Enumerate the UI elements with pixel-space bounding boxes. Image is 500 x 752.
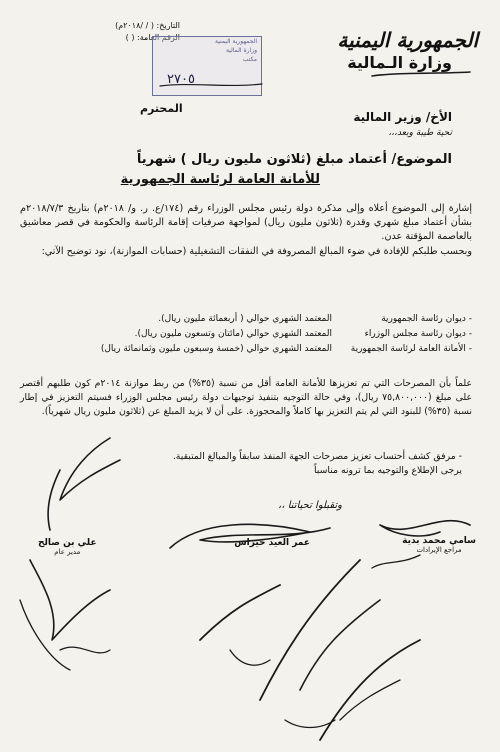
republic-name: الجمهورية اليمنية xyxy=(337,28,478,52)
item-name: - ديوان رئاسة مجلس الوزراء xyxy=(364,329,472,339)
paragraph: وبحسب طلبكم للإفادة في ضوء المبالغ المصروفة في النفقات التشغيلية (حسابات الموازنة)، نود توضيح الآتي: xyxy=(41,245,472,257)
handwriting-stroke xyxy=(285,720,335,728)
signature-block xyxy=(234,538,310,548)
handwriting-stroke xyxy=(60,647,110,653)
respect-label: المحترم xyxy=(140,102,183,115)
item-name: - الأمانة العامة لرئاسة الجمهورية xyxy=(350,344,472,354)
handwriting-stroke xyxy=(340,680,400,720)
signatory-name: عمر العيد حيراس xyxy=(234,538,310,548)
handwriting-stroke xyxy=(48,470,60,530)
attachment-line: - مرفق كشف أحتساب تعزيز مصرحات الجهة المنفذ سابقاً والمبالغ المتبقية. xyxy=(172,451,462,462)
subject-line: الموضوع/ أعتماد مبلغ (ثلاثون مليون ريال ) شهرياً xyxy=(136,152,452,167)
item-value: المعتمد الشهري حوالي (خمسة وسبعون مليون وثمانمائة ريال) xyxy=(100,344,332,354)
signatory-name: سامي محمد بدية xyxy=(402,536,476,546)
signatory-name: علي بن صالح xyxy=(38,538,97,548)
signature-stroke xyxy=(380,521,470,536)
letter-body-2 xyxy=(20,377,472,420)
subject-line-2: للأمانة العامة لرئاسة الجمهورية xyxy=(120,172,320,187)
signature-block xyxy=(38,538,97,556)
letterhead xyxy=(337,28,478,74)
stamp-line: مكتب xyxy=(242,56,257,63)
ministry-name: وزارة الـمالية xyxy=(347,53,452,72)
letter-body xyxy=(20,202,472,259)
paragraph: علماً بأن المصرحات التي تم تعزيزها للأمانة العامة أقل من نسبة (٣٥%) من ربط موازنة ٢٠١٤م كون طلبهم أقتصر على مبلغ (٧٥,٨٠٠,٠٠٠ ريال)، وفي حالة التوجيه بتنفيذ توجيهات دولة رئيس مجلس الوزراء فسيتم التعزيز في إطار نسبة (٣٥%) للبنود التي لم يتم التعزيز بها كاملاً والمحجوزة. على أن لا يزيد المبلغ عن (ثلاثون مليون ريال شهرياً). xyxy=(20,378,472,418)
item-name: - ديوان رئاسة الجمهورية xyxy=(381,314,472,324)
signature-block xyxy=(402,536,476,554)
allocation-list xyxy=(20,312,472,357)
signatory-title: مدير عام xyxy=(54,548,81,556)
handwriting-stroke xyxy=(300,600,380,690)
signature-stroke xyxy=(372,555,420,568)
stamp-line: الجمهورية اليمنية xyxy=(214,38,257,45)
stamp-number: ٢٧٠٥ xyxy=(167,72,195,87)
signatory-title: مراجع الإيرادات xyxy=(416,546,462,554)
paragraph: إشارة إلى الموضوع أعلاه وإلى مذكرة دولة رئيس مجلس الوزراء رقم (١٧٤/ع. ر. و/ ٢٠١٨م) بتاريخ ٢٠١٨/٧/٣م بشأن أعتماد مبلغ شهري وقدرة (ثلاثون مليون ريال) لمواجهة صرفيات إقامة الرئاسة والحكومة في قصر معاشيق بالعاصمة المؤقتة عدن. xyxy=(20,203,472,243)
closing: وتقبلوا تحياتنا ،، xyxy=(278,500,342,511)
date-field: التاريخ: ( / /٢٠١٨م) xyxy=(115,21,180,30)
incoming-stamp xyxy=(152,36,262,96)
handwriting-stroke xyxy=(20,600,70,670)
item-value: المعتمد الشهري حوالي (مائتان وتسعون مليون ريال). xyxy=(134,329,332,339)
addressee: الأخ/ وزير المالية xyxy=(353,110,452,124)
item-value: المعتمد الشهري حوالي ( أربعمائة مليون ريال). xyxy=(158,314,332,324)
handwriting-stroke xyxy=(200,585,280,640)
request-line: يرجى الإطلاع والتوجيه بما ترونه مناسباً xyxy=(313,465,462,476)
stamp-line: وزارة المالية xyxy=(225,47,257,54)
list-item xyxy=(20,312,472,327)
handwriting-stroke xyxy=(230,650,270,665)
greeting: تحية طيبة وبعد،،، xyxy=(388,128,452,138)
handwriting-stroke xyxy=(30,560,110,640)
list-item xyxy=(20,342,472,357)
number-field: الرقم العامة: ( ) xyxy=(125,33,180,42)
list-item xyxy=(20,327,472,342)
handwriting-stroke xyxy=(320,640,420,740)
handwriting-stroke xyxy=(60,438,120,500)
handwriting-stroke xyxy=(260,560,360,700)
attachment-note xyxy=(173,450,462,478)
